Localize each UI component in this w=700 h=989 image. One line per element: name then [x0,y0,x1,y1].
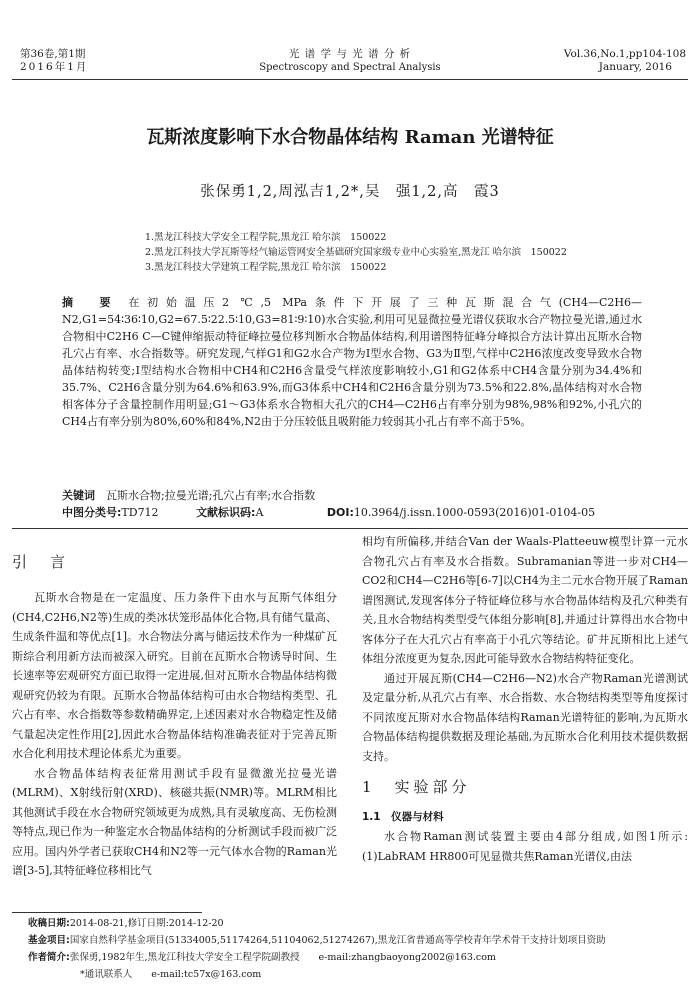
intro-paragraph-2: 水合物晶体结构表征常用测试手段有显微激光拉曼光谱(MLRM)、X射线衍射(XRD)、核磁共振(NMR)等。MLRM相比其他测试手段在水合物研究领域更为成熟,具有灵敏度高、无伤检测等特点,现已作为一种鉴定水合物晶体结构的分析测试手段而被广泛应用。国内外学者已获取CH4和N2等一元气体水合物的Raman光谱[3-5],其特征峰位移相比气 [12,766,337,877]
abstract [62,294,642,430]
affiliation-3: 3.黑龙江科技大学建筑工程学院,黑龙江 哈尔滨 150022 [145,262,387,273]
footnote-received-text: 2014-08-21,修订日期:2014-12-20 [69,918,224,929]
footnote-funding-label: 基金项目: [28,935,70,946]
paper-title: 瓦斯浓度影响下水合物晶体结构 Raman 光谱特征 [146,127,554,148]
right-paragraph-2: 通过开展瓦斯(CH4—C2H6—N2)水合产物Raman光谱测试及定量分析,从孔穴占有率、水合指数、水合物结构类型等角度探讨不同浓度瓦斯对水合物晶体结构Raman光谱特征的影响,为瓦斯水合物晶体结构提供数据及理论基础,为瓦斯水合化利用技术提供数据支持。 [362,671,688,763]
right-paragraph-3: 水合物Raman测试装置主要由4部分组成,如图1所示:(1)LabRAM HR800可见显微共焦Raman光谱仪,由法 [362,830,688,863]
clc-code: TD712 [121,506,159,519]
footnote-funding-text: 国家自然科学基金项目(51334005,51174264,51104062,51274267),黑龙江省普通高等学校青年学术骨干支持计划项目资助 [69,935,606,946]
footnote-received-label: 收稿日期: [28,918,70,929]
keywords-label: 关键词 [62,489,95,502]
doc-code: A [255,506,264,519]
footnote-received [28,915,688,932]
volume-issue-cn: 第36卷,第1期 [20,48,86,60]
abstract-label: 摘 要 [62,296,119,309]
affiliations [145,230,567,275]
footnotes [28,915,688,983]
date-en: January, 2016 [598,61,672,73]
footnote-author-label: 作者简介: [28,952,70,963]
keywords [62,488,315,504]
abstract-text: 在初始温压2 ℃,5 MPa条件下开展了三种瓦斯混合气(CH4—C2H6—N2,G1=54∶36∶10,G2=67.5∶22.5∶10,G3=81∶9∶10)水合实验,利用可见显微拉曼光谱仪获取水合产物拉曼光谱,通过水合物相中C2H6 C—C键伸缩振动特征峰拉曼位移判断水合物晶体结构,利用谱图特征峰分峰拟合方法计算出瓦斯水合物孔穴占有率、水合指数等。研究发现,气样G1和G2水合产物为Ⅰ型水合物、G3为Ⅱ型,气样中C2H6浓度改变导致水合物晶体结构转变;Ⅰ型结构水合物相中CH4和C2H6含量受气样浓度影响较小,G1和G2体系中CH4含量分别为34.4%和35.7%、C2H6含量分别为64.6%和63.9%,而G3体系中CH4和C2H6含量分别为73.5%和22.8%,晶体结构对水合物相客体分子含量控制作用明显;G1～G3体系水合物相大孔穴的CH4—C2H6占有率分别为98%,98%和92%,小孔穴的CH4占有率分别为80%,60%和84%,N2由于分压较低且吸附能力较弱其小孔占有率不高于5%。 [62,296,643,428]
affiliation-1: 1.黑龙江科技大学安全工程学院,黑龙江 哈尔滨 150022 [145,232,387,243]
intro-body [12,588,337,881]
doi: 10.3964/j.issn.1000-0593(2016)01-0104-05 [353,506,596,519]
footnote-funding [28,932,688,949]
footnote-rule [12,912,202,913]
journal-name-en: Spectroscopy and Spectral Analysis [259,62,441,73]
doc-code-label: 文献标识码: [196,506,256,519]
affiliation-2: 2.黑龙江科技大学瓦斯等烃气输运管网安全基础研究国家级专业中心实验室,黑龙江 哈尔滨 150022 [145,247,567,258]
keywords-text: 瓦斯水合物;拉曼光谱;孔穴占有率;水合指数 [106,489,316,502]
intro-paragraph-1: 瓦斯水合物是在一定温度、压力条件下由水与瓦斯气体组分(CH4,C2H6,N2等)生成的类冰状笼形晶体化合物,具有储气量高、生成条件温和等优点[1]。水合物法分离与储运技术作为一种煤矿瓦斯综合利用新方法而被深入研究。目前在瓦斯水合物诱导时间、生长速率等宏观研究方面已取得一定进展,但对瓦斯水合物晶体结构微观研究仍较为有限。瓦斯水合物晶体结构可由水合物结构类型、孔穴占有率、水合指数等参数精确界定,上述因素对水合物稳定性及储气量起决定性作用[2],因此水合物晶体结构准确表征对于完善瓦斯水合化利用技术理论体系尤为重要。 [12,591,337,760]
footnote-corresponding: *通讯联系人 e-mail:tc57x@163.com [80,969,262,980]
journal-name-cn: 光 谱 学 与 光 谱 分 析 [288,48,412,60]
right-column [362,532,688,866]
clc-label: 中图分类号: [62,506,122,519]
volume-issue-en: Vol.36,No.1,pp104-108 [563,48,686,60]
doi-label: DOI: [326,506,354,519]
footnote-author [28,949,688,966]
footnote-author-text: 张保勇,1982年生,黑龙江科技大学安全工程学院副教授 e-mail:zhangbaoyong2002@163.com [69,952,496,963]
header-rule [12,79,688,80]
right-paragraph-1: 相均有所偏移,并结合Van der Waals-Platteeuw模型计算一元水合物孔穴占有率及水合指数。Subramanian等进一步对CH4—CO2和CH4—C2H6等[6-7]以CH4为主二元水合物开展了Raman谱图测试,发现客体分子特征峰位移与水合物晶体结构及孔穴种类有关,且水合物结构类型受气体组分影响[8],并通过计算得出水合物中客体分子在大孔穴占有率高于小孔穴等结论。矿井瓦斯相比上述气体组分浓度更为复杂,因此可能导致水合物结构特征变化。 [362,535,688,665]
section-1-heading: 1 实验部分 [362,778,471,796]
date-cn: 2016年1月 [20,61,89,73]
subsection-1-1: 1.1 仪器与材料 [362,810,444,823]
intro-heading: 引 言 [12,553,70,571]
classification-line [62,505,642,521]
authors: 张保勇1,2,周泓吉1,2*,吴 强1,2,高 霞3 [200,184,500,200]
abstract-rule [12,528,688,529]
